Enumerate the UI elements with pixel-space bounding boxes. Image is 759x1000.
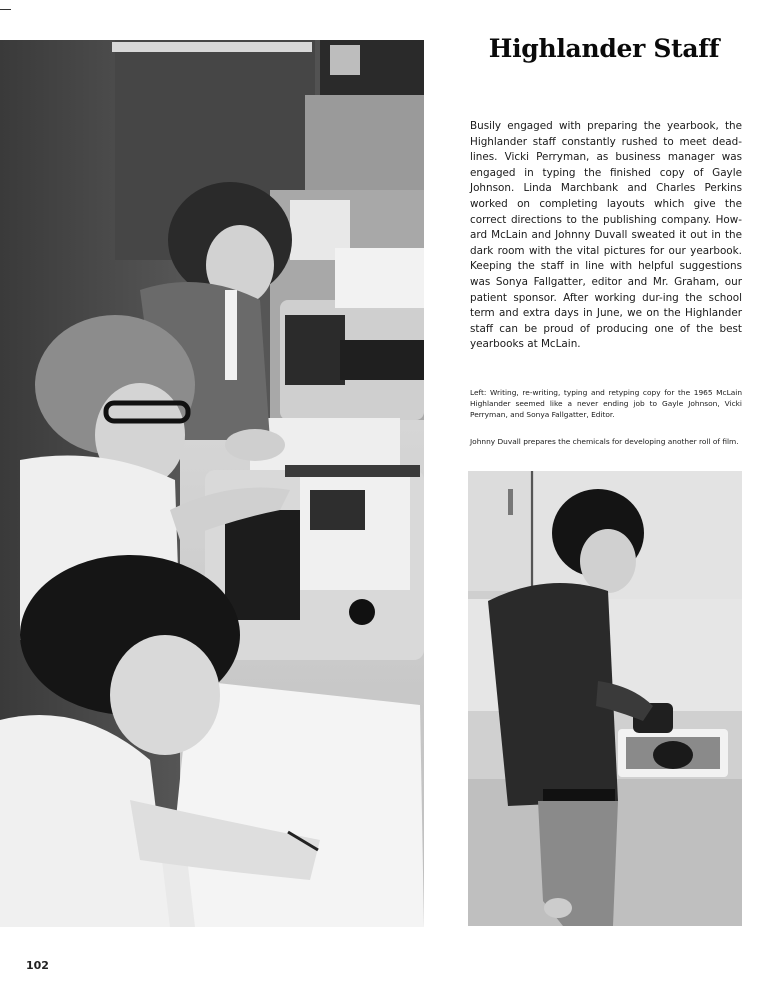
page-title: Highlander Staff: [488, 34, 720, 63]
article-body: Busily engaged with preparing the yearbook, the Highlander staff constantly rushed to meet dead-lines. Vicki Perryman, as business manager was engaged in typing the finished copy of Gayle Johnson. Linda Marchbank and Charles Perkins worked on completing layouts which give the correct directions to the publishing company. How-ard McLain and Johnny Duvall sweated it out in the dark room with the vital pictures for our yearbook. Keeping the staff in line with helpful suggestions was Sonya Fallgatter, editor and Mr. Graham, our patient sponsor. After working dur-ing the school term and extra days in June, we on the Highlander staff can be proud of producing one of the best yearbooks at McLain.: [470, 120, 742, 351]
page-number: 102: [26, 959, 49, 972]
darkroom-photo-drawing: [468, 471, 742, 926]
darkroom-photo: [468, 471, 742, 926]
staff-typing-photo: [0, 40, 424, 927]
caption-right-photo: Johnny Duvall prepares the chemicals for developing another roll of film.: [470, 437, 739, 446]
corner-crop-mark: [0, 9, 11, 10]
staff-typing-photo-drawing: [0, 40, 424, 927]
caption-left-photo: Left: Writing, re-writing, typing and retyping copy for the 1965 McLain Highlander seemed like a never ending job to Gayle Johnson, Vicki Perryman, and Sonya Fallgatter, Editor.: [470, 388, 742, 419]
